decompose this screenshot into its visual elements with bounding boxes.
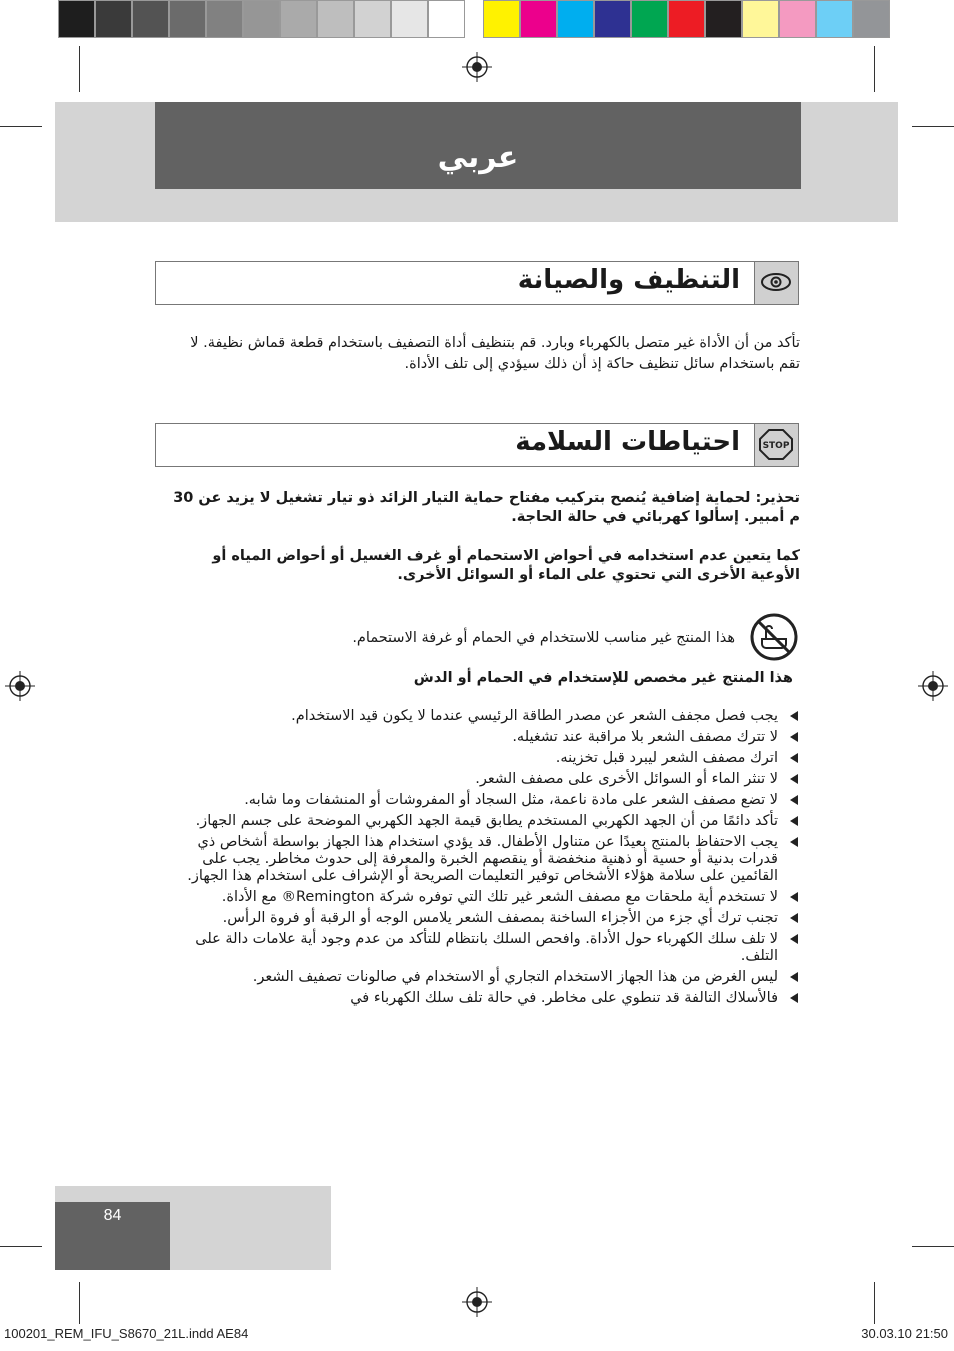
color-swatch — [58, 0, 95, 38]
color-swatch — [95, 0, 132, 38]
svg-text:STOP: STOP — [762, 441, 790, 451]
bullet-item — [175, 931, 800, 965]
bullet-text: لا تترك مصفف الشعر بلا مراقبة عند تشغيله. — [512, 729, 778, 745]
color-swatch — [742, 0, 779, 38]
no-bath-icon — [749, 612, 799, 662]
bullet-item — [175, 969, 800, 986]
crop-mark — [79, 46, 80, 92]
safety-bullet-list — [175, 708, 800, 1011]
bullet-arrow-icon — [790, 816, 798, 826]
color-swatch — [169, 0, 206, 38]
bullet-item — [175, 792, 800, 809]
color-swatch — [705, 0, 742, 38]
stop-icon — [754, 424, 798, 466]
crop-mark — [912, 126, 954, 127]
crop-mark — [874, 46, 875, 92]
bullet-text: لا تلف سلك الكهرباء حول الأداة. وافحص السلك بانتظام للتأكد من عدم وجود أية علامات دالة على التلف. — [195, 931, 778, 964]
bullet-text: تأكد دائمًا من أن الجهد الكهربي المستخدم يطابق قيمة الجهد الكهربي الموضحة على جسم الجهاز. — [195, 813, 778, 829]
color-swatch — [594, 0, 631, 38]
registration-mark-icon — [5, 671, 35, 701]
color-swatch — [557, 0, 594, 38]
color-swatch — [243, 0, 280, 38]
color-swatch — [428, 0, 465, 38]
color-swatch — [816, 0, 853, 38]
cleaning-paragraph: تأكد من أن الأداة غير متصل بالكهرباء وبارد. قم بتنظيف أداة التصفيف باستخدام قطعة قماش نظيفة. لا تقم باستخدام سائل تنظيف حاكة إذ أن ذلك سيؤدي إلى تلف الأداة. — [190, 335, 800, 372]
footer-file-info: 100201_REM_IFU_S8670_21L.indd AE84 — [4, 1326, 249, 1341]
bullet-arrow-icon — [790, 972, 798, 982]
bullet-arrow-icon — [790, 913, 798, 923]
footer-timestamp: 30.03.10 21:50 — [861, 1326, 948, 1341]
section-title-safety: احتياطات السلامة — [515, 427, 740, 457]
bullet-item — [175, 990, 800, 1007]
crop-mark — [912, 1246, 954, 1247]
bullet-item — [175, 708, 800, 725]
bullet-arrow-icon — [790, 732, 798, 742]
color-swatch — [631, 0, 668, 38]
bullet-text: ليس الغرض من هذا الجهاز الاستخدام التجاري أو الاستخدام في صالونات تصفيف الشعر. — [252, 969, 778, 985]
bullet-item — [175, 910, 800, 927]
bullet-arrow-icon — [790, 934, 798, 944]
bullet-arrow-icon — [790, 774, 798, 784]
bullet-item — [175, 834, 800, 885]
bullet-arrow-icon — [790, 711, 798, 721]
bullet-text: لا تنثر الماء أو السوائل الأخرى على مصفف الشعر. — [475, 771, 778, 787]
page-number: 84 — [103, 1207, 122, 1224]
color-swatch — [853, 0, 890, 38]
bullet-text: تجنب ترك أي جزء من الأجزاء الساخنة بمصفف الشعر يلامس الوجه أو الرقبة أو فروة الرأس. — [222, 910, 778, 926]
bullet-text: يجب فصل مجفف الشعر عن مصدر الطاقة الرئيسي عندما لا يكون قيد الاستخدام. — [291, 708, 778, 724]
section-safety-header — [155, 423, 799, 467]
color-swatch — [668, 0, 705, 38]
section-cleaning-header — [155, 261, 799, 305]
warning-water: كما يتعين عدم استخدامه في أحواض الاستحمام أو غرف الغسيل أو أحواض المياه أو الأوعية الأخرى التي تحتوي على الماء أو السوائل الأخرى. — [212, 548, 800, 583]
color-swatch — [206, 0, 243, 38]
bullet-item — [175, 889, 800, 906]
crop-mark — [79, 1282, 80, 1324]
bullet-arrow-icon — [790, 837, 798, 847]
registration-mark-icon — [462, 1287, 492, 1317]
bullet-arrow-icon — [790, 753, 798, 763]
bullet-text: لا تستخدم أية ملحقات مع مصفف الشعر غير تلك التي توفره شركة Remington® مع الأداة. — [221, 889, 778, 905]
bullet-item — [175, 750, 800, 767]
bullet-arrow-icon — [790, 892, 798, 902]
registration-mark-icon — [918, 671, 948, 701]
color-swatch — [132, 0, 169, 38]
bullet-text: فالأسلاك التالفة قد تنطوي على مخاطر. في حالة تلف سلك الكهرباء في — [350, 990, 778, 1006]
registration-mark-icon — [462, 52, 492, 82]
bath-notice: هذا المنتج غير مناسب للاستخدام في الحمام أو غرفة الاستحمام. — [352, 630, 735, 646]
color-swatch — [354, 0, 391, 38]
color-swatch — [317, 0, 354, 38]
section-title-cleaning: التنظيف والصيانة — [517, 265, 740, 295]
bullet-item — [175, 813, 800, 830]
crop-mark — [0, 1246, 42, 1247]
page-title: عربي — [437, 140, 519, 175]
bullet-text: يجب الاحتفاظ بالمنتج بعيدًا عن متناول الأطفال. قد يؤدي استخدام هذا الجهاز بواسطة أشخاص ذي قدرات بدنية أو حسية أو ذهنية منخفضة أو ينقصهم الخبرة والمعرفة إلى حدوث مخاطر. يجب على القائمين على سلامة هؤلاء الأشخاص توفير التعليمات الصريحة أو الإشراف على استخدام هذا الجهاز. — [187, 834, 778, 884]
warning-rcd: تحذير: لحماية إضافية يُنصح بتركيب مفتاح حماية التيار الزائد ذو تيار تشغيل لا يزيد عن 30 م أمبير. إسألوا كهربائي في حالة الحاجة. — [173, 490, 800, 525]
bullet-text: اترك مصفف الشعر ليبرد قبل تخزينه. — [555, 750, 778, 766]
bath-notice-bold: هذا المنتج غير مخصص للإستخدام في الحمام أو الدش — [413, 670, 793, 686]
color-swatch — [391, 0, 428, 38]
color-swatch — [280, 0, 317, 38]
crop-mark — [0, 126, 42, 127]
color-swatch — [779, 0, 816, 38]
color-swatch — [483, 0, 520, 38]
crop-mark — [874, 1282, 875, 1324]
bullet-arrow-icon — [790, 795, 798, 805]
eye-icon — [754, 262, 798, 304]
bullet-text: لا تضع مصفف الشعر على مادة ناعمة، مثل السجاد أو المفروشات أو المنشفات وما شابه. — [244, 792, 778, 808]
color-swatch — [520, 0, 557, 38]
bullet-item — [175, 729, 800, 746]
bullet-arrow-icon — [790, 993, 798, 1003]
bullet-item — [175, 771, 800, 788]
